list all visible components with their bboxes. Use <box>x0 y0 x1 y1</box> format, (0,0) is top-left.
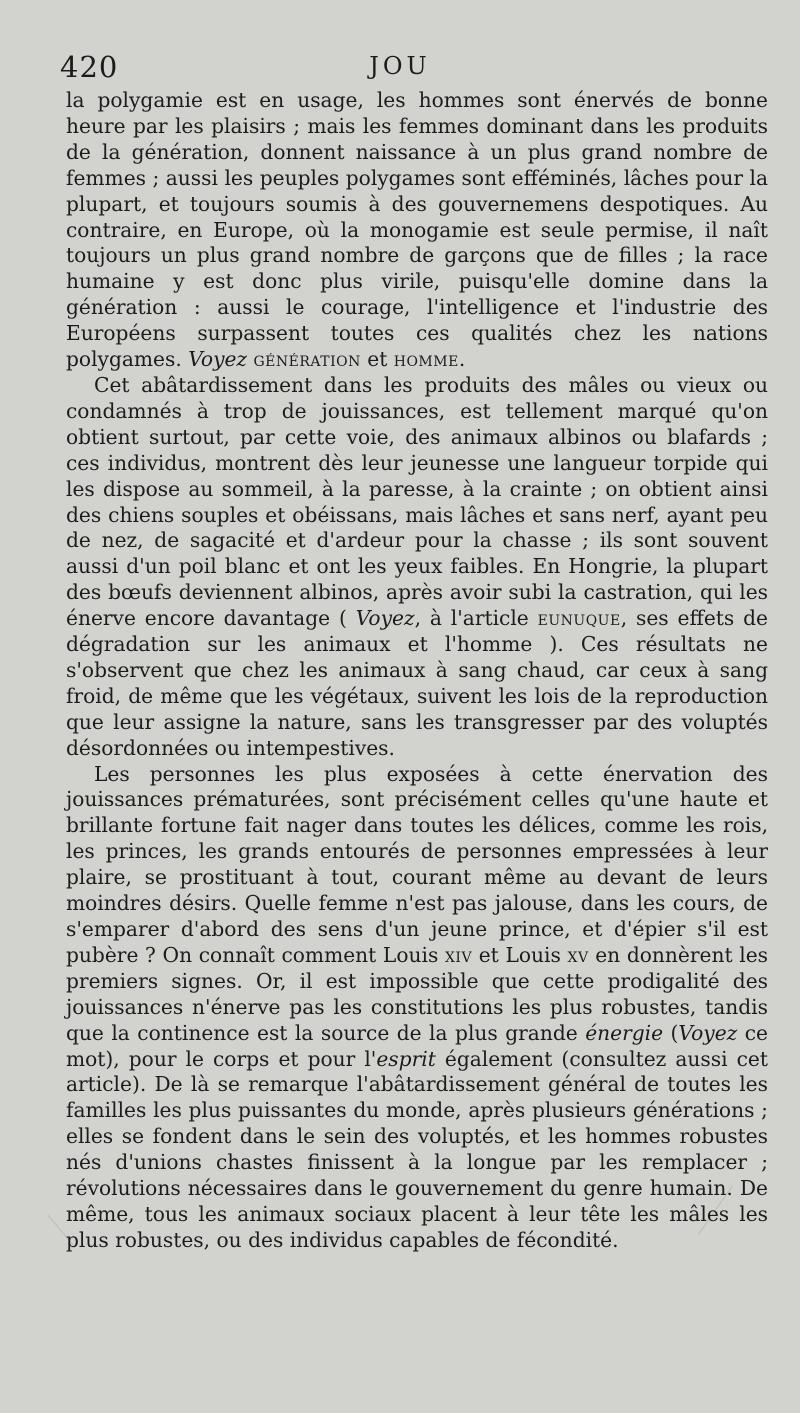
paragraph <box>66 88 768 373</box>
paragraph <box>66 373 768 762</box>
small-caps-text: xv <box>567 942 589 967</box>
text-run: ce mot), pour le corps et pour l' <box>66 1020 769 1071</box>
small-caps-text: génération <box>253 347 361 372</box>
text-run: la polygamie est en usage, les hommes sont énervés de bonne heure par les plaisirs ; mais les femmes dominant dans les produits de la génération, donnent naissance à un plus grand nombre de femmes ; aussi les peuples polygames sont efféminés, lâches pour la plupart, et toujours soumis à des gouvernemens despotiques. Au contraire, en Europe, où la monogamie est seule permise, il naît toujours un plus grand nombre de garçons que de filles ; la race humaine y est donc plus virile, puisqu'elle domine dans la génération : aussi le courage, l'intelligence et l'industrie des Européens surpassent toutes ces qualités chez les nations polygames. <box>66 88 768 372</box>
text-run: Cet abâtardissement dans les produits des mâles ou vieux ou condamnés à trop de jouissances, est tellement marqué qu'on obtient surtout, par cette voie, des animaux albinos ou blafards ; ces individus, montrent dès leur jeunesse une langueur torpide qui les dispose au sommeil, à la paresse, à la crainte ; on obtient ainsi des chiens souples et obéissans, mais lâches et sans nerf, ayant peu de nez, de sagacité et d'ardeur pour la chasse ; ils sont souvent aussi d'un poil blanc et ont les yeux faibles. En Hongrie, la plupart des bœufs deviennent albinos, après avoir subi la castration, qui les énerve encore davantage ( <box>66 372 768 631</box>
small-caps-text: xiv <box>444 942 473 967</box>
italic-text: Voyez <box>188 347 248 372</box>
page-header <box>60 50 740 84</box>
italic-text: esprit <box>376 1046 436 1071</box>
italic-text: Voyez <box>678 1020 738 1045</box>
italic-text: énergie <box>585 1020 664 1045</box>
text-run: et Louis <box>472 942 568 967</box>
text-run: ( <box>663 1020 679 1045</box>
small-caps-text: eunuque <box>537 606 621 631</box>
paragraph <box>66 762 768 1254</box>
text-run: , ses effets de dégradation sur les animaux et l'homme ). Ces résultats ne s'observent que chez les animaux à sang chaud, car ceux à sang froid, de même que les végétaux, suivent les lois de la reproduction que leur assigne la nature, sans les transgresser par des voluptés désordonnées ou intempestives. <box>66 606 768 760</box>
text-run: en donnèrent les premiers signes. Or, il est impossible que cette prodigalité des jouissances n'énerve pas les constitutions les plus robustes, tandis que la continence est la source de la plus grande <box>66 942 768 1045</box>
page-number: 420 <box>60 50 119 84</box>
body-text <box>66 88 768 1254</box>
text-run: et <box>360 347 394 372</box>
text-run: , à l'article <box>414 606 538 631</box>
text-run: également (consultez aussi cet article). De là se remarque l'abâtardissement général de toutes les familles les plus puissantes du monde, après plusieurs générations ; elles se fondent dans le sein des voluptés, et les hommes robustes nés d'unions chastes finissent à la longue par les remplacer ; révolutions nécessaires dans le gouvernement du genre humain. De même, tous les animaux sociaux placent à leur tête les mâles les plus robustes, ou des individus capables de fécondité. <box>66 1046 768 1252</box>
italic-text: Voyez <box>355 606 415 631</box>
small-caps-text: homme <box>393 347 459 372</box>
text-run: . <box>458 347 466 372</box>
running-head: JOU <box>369 52 431 80</box>
text-run: Les personnes les plus exposées à cette énervation des jouissances prématurées, sont précisément celles qu'une haute et brillante fortune fait nager dans toutes les délices, comme les rois, les princes, les grands entourés de personnes empressées à leur plaire, se prostituant à tout, courant même au devant de leurs moindres désirs. Quelle femme n'est pas jalouse, dans les cours, de s'emparer d'abord des sens d'un jeune prince, et d'épier s'il est pubère ? On connaît comment Louis <box>66 761 768 967</box>
